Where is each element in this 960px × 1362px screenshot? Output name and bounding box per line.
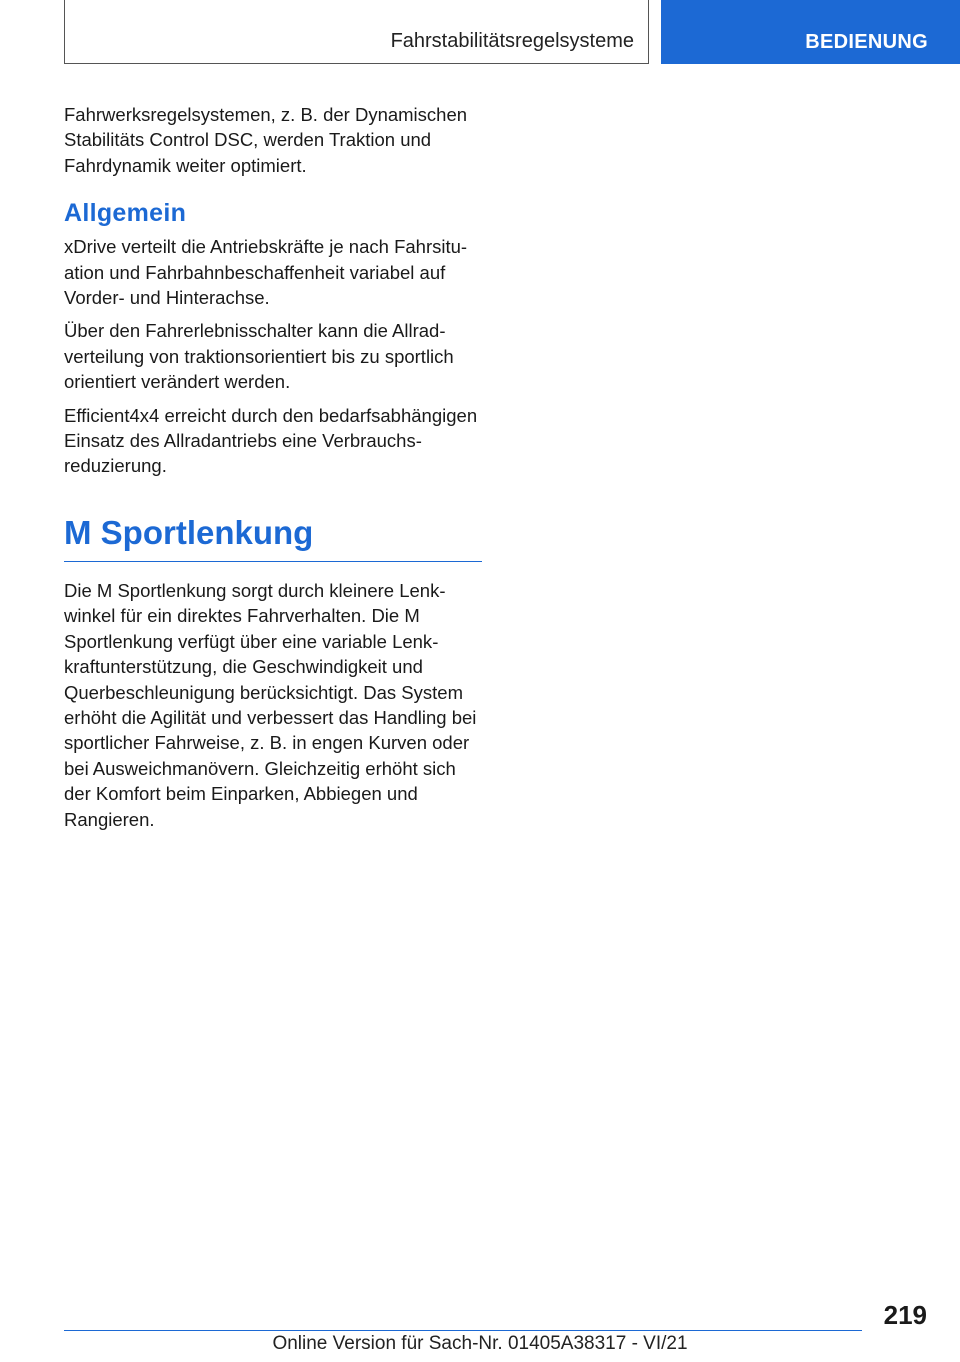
footer-version-text: Online Version für Sach-Nr. 01405A38317 - VI/21: [272, 1333, 688, 1354]
section-header: [64, 0, 649, 64]
chapter-tab[interactable]: [661, 0, 960, 64]
chapter-tab-label: BEDIENUNG: [805, 31, 928, 53]
page-number: 219: [883, 1300, 927, 1330]
footer-divider: [64, 1330, 862, 1331]
intro-paragraph: Fahrwerksregelsystemen, z. B. der Dynamischen Stabilitäts Control DSC, werden Traktion und Fahrdynamik weiter optimiert.: [64, 104, 468, 176]
main-content: [64, 102, 482, 840]
allgemein-paragraph-1: xDrive verteilt die Antriebskräfte je nach Fahrsituation und Fahrbahnbeschaffenheit variabel auf Vorder- und Hinterachse.: [64, 236, 468, 309]
allgemein-paragraph-3: Efficient4x4 erreicht durch den bedarfsabhängigen Einsatz des Allradantriebs eine Verbrauchsreduzierung.: [64, 404, 478, 477]
heading-m-sportlenkung: M Sportlenkung: [64, 511, 482, 562]
heading-allgemein: Allgemein: [64, 199, 187, 228]
allgemein-paragraph-2: Über den Fahrerlebnisschalter kann die Allradverteilung von traktionsorientiert bis zu sportlich orientiert verändert werden.: [64, 320, 454, 393]
sportlenkung-paragraph: Die M Sportlenkung sorgt durch kleinere Lenkwinkel für ein direktes Fahrverhalten. Die M Sportlenkung verfügt über eine variable Lenkkraftunterstützung, die Geschwindigkeit und Querbeschleunigung berücksichtigt. Das System erhöht die Agilität und verbessert das Handling bei sportlicher Fahrweise, z. B. in engen Kurven oder bei Ausweichmanövern. Gleichzeitig erhöht sich der Komfort beim Einparken, Abbiegen und Rangieren.: [64, 579, 477, 830]
section-title: Fahrstabilitätsregelsysteme: [390, 30, 634, 52]
